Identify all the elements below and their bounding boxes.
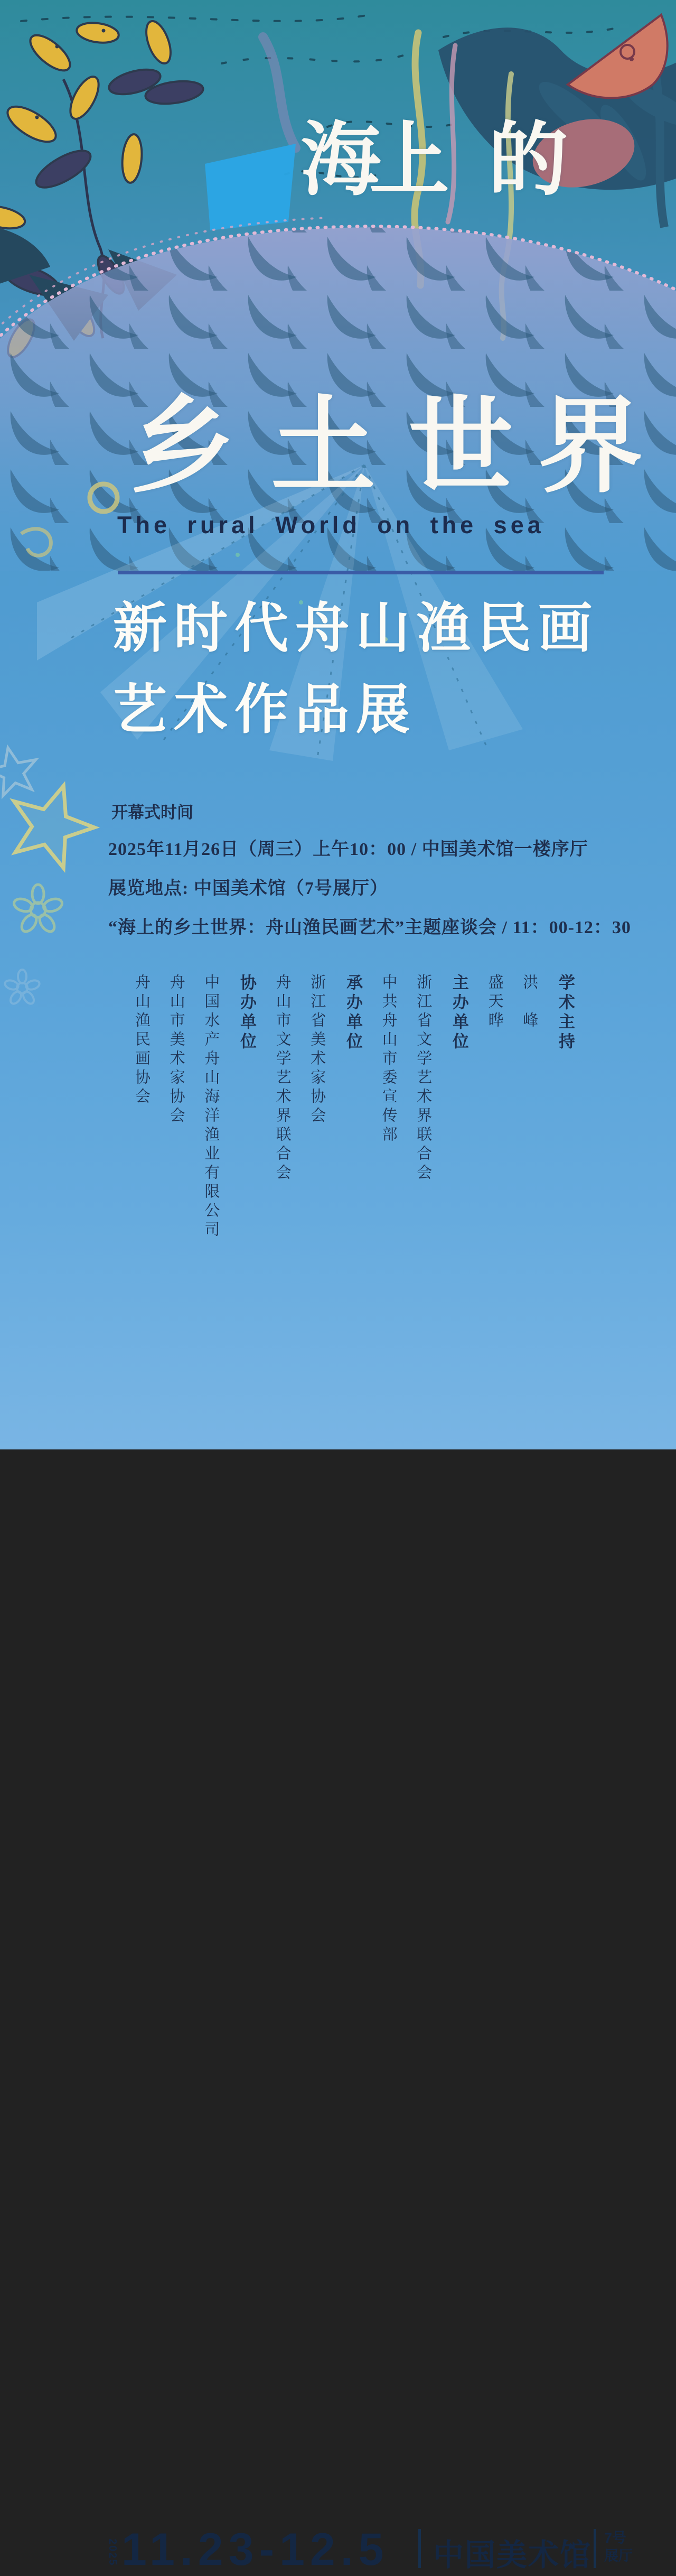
title-char-tu: 土 [271, 389, 375, 505]
credit-label-academic-host: 学术主持 [556, 974, 575, 1052]
flower-icon [12, 885, 63, 934]
footer-dates: 11.23-12.5 [121, 2524, 389, 2575]
info-seminar-line: “海上的乡土世界：舟山渔民画艺术”主题座谈会 / 11：00-12：30 [108, 918, 631, 937]
title-char-de: 的 [488, 116, 568, 205]
title-char-shi: 世 [408, 389, 513, 505]
info-heading: 开幕式时间 [111, 803, 193, 822]
credit-label-co-organizer: 协办单位 [237, 974, 256, 1052]
starfish-icon [0, 773, 104, 873]
credit-org: 中共舟山市委宣传部 [380, 974, 397, 1145]
starfish-small-icon [0, 742, 42, 798]
footer-hall-number: 7号 [604, 2530, 627, 2546]
credit-org: 浙江省美术家协会 [308, 974, 326, 1126]
credit-label-undertaker: 承办单位 [343, 974, 362, 1052]
title-char-shang: 上 [369, 116, 449, 205]
credit-name: 盛天晔 [486, 974, 503, 1031]
title-char-jie: 界 [538, 389, 643, 505]
title-char-hai: 海 [301, 116, 381, 205]
title-char-xiang: 乡 [130, 389, 234, 505]
flower-faint-icon [4, 970, 41, 1006]
info-location-line: 展览地点: 中国美术馆（7号展厅） [108, 879, 388, 898]
credit-label-organizer: 主办单位 [449, 974, 468, 1052]
credit-org: 舟山市文学艺术界联合会 [274, 974, 291, 1183]
credit-org: 舟山市美术家协会 [167, 974, 185, 1126]
accent-rule [118, 571, 604, 574]
footer-divider [418, 2529, 421, 2568]
footer-divider [594, 2529, 596, 2568]
credit-org: 舟山渔民画协会 [133, 974, 150, 1107]
footer-hall [604, 2529, 633, 2565]
footer-bar [0, 1258, 676, 2575]
credit-org: 中国水产舟山海洋渔业有限公司 [202, 974, 220, 1240]
subtitle-line2: 艺术作品展 [113, 680, 417, 740]
info-opening-line: 2025年11月26日（周三）上午10：00 / 中国美术馆一楼序厅 [108, 840, 588, 859]
subtitle-line1: 新时代舟山渔民画 [113, 598, 599, 658]
footer-hall-label: 展厅 [604, 2548, 633, 2564]
red-fish-icon [568, 15, 668, 98]
credit-org: 浙江省文学艺术界联合会 [415, 974, 432, 1183]
event-info [108, 799, 631, 952]
footer-year: 2025 [107, 2538, 118, 2566]
footer-venue: 中国美术馆 [433, 2538, 592, 2572]
credits-block [131, 974, 577, 1240]
blue-wedge-icon [205, 144, 296, 230]
english-title: The rural World on the sea [117, 512, 544, 538]
credit-name: 洪 峰 [521, 974, 538, 1031]
